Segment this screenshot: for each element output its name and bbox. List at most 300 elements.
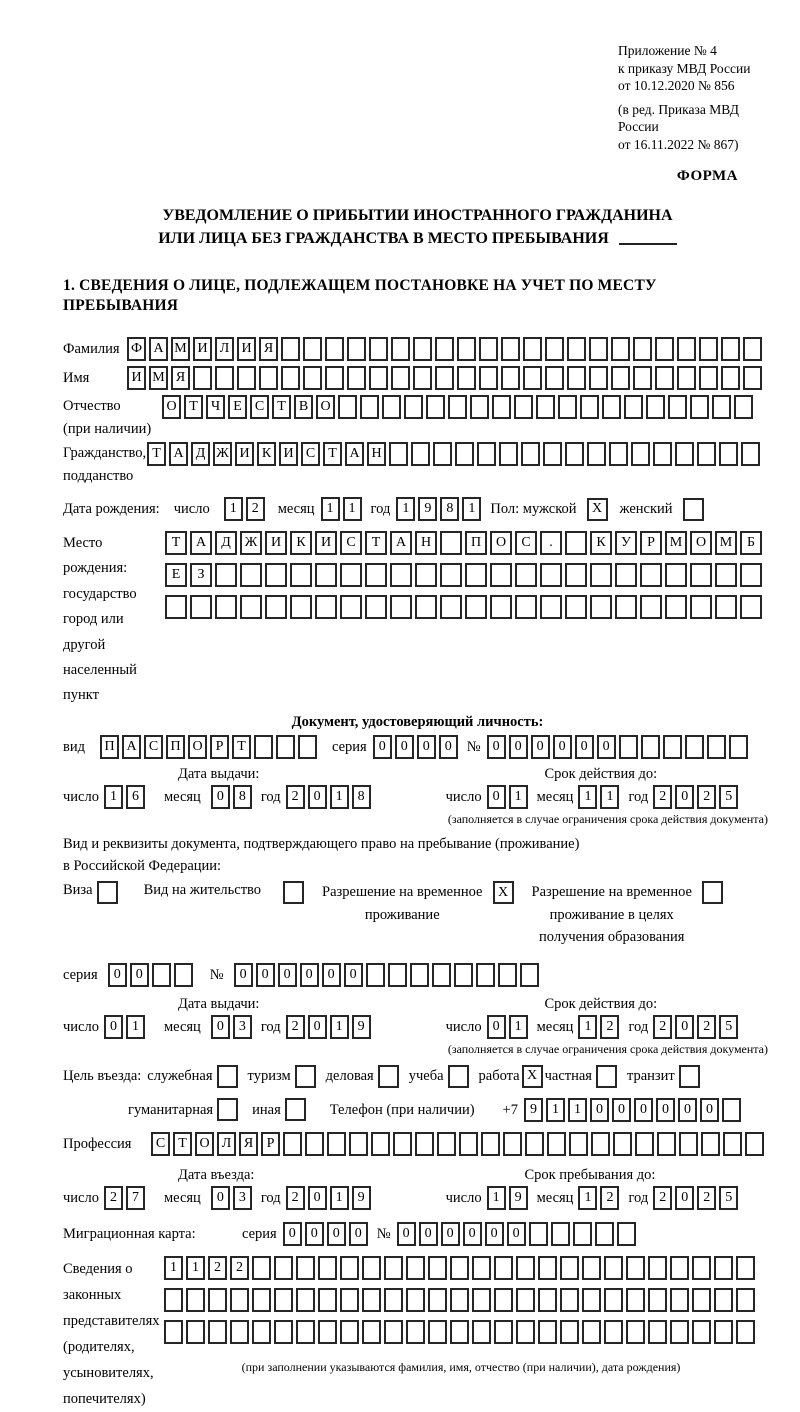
purpose-work-checkbox[interactable]: X bbox=[522, 1065, 543, 1088]
char-cell[interactable]: И bbox=[279, 442, 298, 466]
char-cell[interactable] bbox=[391, 366, 410, 390]
char-cell[interactable] bbox=[523, 366, 542, 390]
char-cell[interactable] bbox=[347, 337, 366, 361]
representatives-row3-input[interactable] bbox=[164, 1320, 758, 1344]
char-cell[interactable] bbox=[714, 1256, 733, 1280]
char-cell[interactable] bbox=[648, 1256, 667, 1280]
char-cell[interactable] bbox=[626, 1288, 645, 1312]
char-cell[interactable]: 0 bbox=[531, 735, 550, 759]
id-issue-day-input[interactable] bbox=[104, 785, 148, 809]
char-cell[interactable] bbox=[432, 963, 451, 987]
char-cell[interactable] bbox=[721, 337, 740, 361]
char-cell[interactable] bbox=[472, 1288, 491, 1312]
char-cell[interactable]: М bbox=[171, 337, 190, 361]
char-cell[interactable]: 1 bbox=[487, 1186, 506, 1210]
char-cell[interactable] bbox=[349, 1132, 368, 1156]
char-cell[interactable] bbox=[567, 337, 586, 361]
char-cell[interactable]: 0 bbox=[278, 963, 297, 987]
char-cell[interactable]: К bbox=[257, 442, 276, 466]
char-cell[interactable] bbox=[465, 563, 487, 587]
char-cell[interactable]: 1 bbox=[509, 1015, 528, 1039]
char-cell[interactable]: 0 bbox=[487, 1015, 506, 1039]
sex-male-checkbox[interactable]: X bbox=[587, 498, 608, 521]
char-cell[interactable] bbox=[457, 337, 476, 361]
char-cell[interactable]: 2 bbox=[653, 1015, 672, 1039]
purpose-study-checkbox[interactable] bbox=[448, 1065, 469, 1088]
stay-valid-day-input[interactable] bbox=[487, 1015, 531, 1039]
char-cell[interactable] bbox=[743, 337, 762, 361]
char-cell[interactable] bbox=[369, 366, 388, 390]
char-cell[interactable] bbox=[715, 563, 737, 587]
char-cell[interactable]: Т bbox=[184, 395, 203, 419]
char-cell[interactable] bbox=[714, 1320, 733, 1344]
char-cell[interactable]: 1 bbox=[224, 497, 243, 521]
char-cell[interactable]: Р bbox=[640, 531, 662, 555]
char-cell[interactable]: Л bbox=[215, 337, 234, 361]
char-cell[interactable] bbox=[296, 1288, 315, 1312]
char-cell[interactable] bbox=[633, 337, 652, 361]
char-cell[interactable]: 2 bbox=[653, 1186, 672, 1210]
char-cell[interactable]: 2 bbox=[104, 1186, 123, 1210]
char-cell[interactable] bbox=[274, 1320, 293, 1344]
char-cell[interactable] bbox=[428, 1256, 447, 1280]
char-cell[interactable]: 9 bbox=[509, 1186, 528, 1210]
char-cell[interactable]: 9 bbox=[352, 1015, 371, 1039]
char-cell[interactable] bbox=[604, 1320, 623, 1344]
char-cell[interactable] bbox=[590, 563, 612, 587]
char-cell[interactable]: 0 bbox=[308, 1186, 327, 1210]
char-cell[interactable] bbox=[580, 395, 599, 419]
char-cell[interactable] bbox=[459, 1132, 478, 1156]
purpose-tourism-checkbox[interactable] bbox=[295, 1065, 316, 1088]
char-cell[interactable] bbox=[382, 395, 401, 419]
char-cell[interactable]: И bbox=[237, 337, 256, 361]
char-cell[interactable] bbox=[303, 366, 322, 390]
char-cell[interactable] bbox=[450, 1320, 469, 1344]
char-cell[interactable]: Т bbox=[323, 442, 342, 466]
char-cell[interactable] bbox=[415, 595, 437, 619]
char-cell[interactable] bbox=[615, 563, 637, 587]
purpose-transit-checkbox[interactable] bbox=[679, 1065, 700, 1088]
char-cell[interactable] bbox=[454, 963, 473, 987]
char-cell[interactable]: 0 bbox=[305, 1222, 324, 1246]
char-cell[interactable]: 8 bbox=[352, 785, 371, 809]
char-cell[interactable]: Ч bbox=[206, 395, 225, 419]
char-cell[interactable] bbox=[494, 1256, 513, 1280]
char-cell[interactable] bbox=[714, 1288, 733, 1312]
char-cell[interactable] bbox=[472, 1256, 491, 1280]
temp-residence-edu-checkbox[interactable] bbox=[702, 881, 723, 904]
char-cell[interactable] bbox=[215, 563, 237, 587]
char-cell[interactable]: И bbox=[193, 337, 212, 361]
char-cell[interactable]: Т bbox=[147, 442, 166, 466]
phone-input[interactable] bbox=[524, 1098, 744, 1122]
char-cell[interactable] bbox=[648, 1288, 667, 1312]
entry-month-input[interactable] bbox=[211, 1186, 255, 1210]
char-cell[interactable] bbox=[501, 337, 520, 361]
char-cell[interactable] bbox=[433, 442, 452, 466]
char-cell[interactable] bbox=[690, 595, 712, 619]
char-cell[interactable] bbox=[633, 366, 652, 390]
char-cell[interactable]: И bbox=[315, 531, 337, 555]
char-cell[interactable] bbox=[152, 963, 171, 987]
stay-valid-month-input[interactable] bbox=[578, 1015, 622, 1039]
char-cell[interactable] bbox=[560, 1320, 579, 1344]
char-cell[interactable]: Т bbox=[165, 531, 187, 555]
char-cell[interactable]: М bbox=[149, 366, 168, 390]
char-cell[interactable]: А bbox=[345, 442, 364, 466]
char-cell[interactable]: С bbox=[144, 735, 163, 759]
char-cell[interactable] bbox=[411, 442, 430, 466]
char-cell[interactable] bbox=[290, 563, 312, 587]
entry-year-input[interactable] bbox=[286, 1186, 374, 1210]
char-cell[interactable]: 0 bbox=[308, 1015, 327, 1039]
char-cell[interactable]: 1 bbox=[343, 497, 362, 521]
char-cell[interactable]: З bbox=[190, 563, 212, 587]
char-cell[interactable] bbox=[525, 1132, 544, 1156]
char-cell[interactable] bbox=[498, 963, 517, 987]
char-cell[interactable] bbox=[712, 395, 731, 419]
migcard-series-input[interactable] bbox=[283, 1222, 371, 1246]
char-cell[interactable] bbox=[455, 442, 474, 466]
char-cell[interactable]: 1 bbox=[330, 785, 349, 809]
char-cell[interactable] bbox=[515, 563, 537, 587]
char-cell[interactable] bbox=[565, 442, 584, 466]
char-cell[interactable]: 1 bbox=[126, 1015, 145, 1039]
char-cell[interactable] bbox=[390, 595, 412, 619]
char-cell[interactable] bbox=[384, 1320, 403, 1344]
char-cell[interactable] bbox=[668, 395, 687, 419]
char-cell[interactable]: Ф bbox=[127, 337, 146, 361]
char-cell[interactable]: 1 bbox=[186, 1256, 205, 1280]
char-cell[interactable] bbox=[565, 531, 587, 555]
char-cell[interactable] bbox=[736, 1256, 755, 1280]
char-cell[interactable]: Т bbox=[232, 735, 251, 759]
char-cell[interactable] bbox=[653, 442, 672, 466]
char-cell[interactable] bbox=[582, 1288, 601, 1312]
char-cell[interactable] bbox=[410, 963, 429, 987]
char-cell[interactable] bbox=[516, 1256, 535, 1280]
char-cell[interactable] bbox=[736, 1288, 755, 1312]
char-cell[interactable]: 0 bbox=[441, 1222, 460, 1246]
char-cell[interactable] bbox=[679, 1132, 698, 1156]
char-cell[interactable]: Т bbox=[272, 395, 291, 419]
char-cell[interactable] bbox=[490, 595, 512, 619]
char-cell[interactable]: М bbox=[715, 531, 737, 555]
char-cell[interactable] bbox=[514, 395, 533, 419]
char-cell[interactable] bbox=[366, 963, 385, 987]
char-cell[interactable] bbox=[701, 1132, 720, 1156]
char-cell[interactable] bbox=[362, 1256, 381, 1280]
char-cell[interactable]: 2 bbox=[697, 1186, 716, 1210]
char-cell[interactable] bbox=[692, 1320, 711, 1344]
char-cell[interactable]: 0 bbox=[487, 735, 506, 759]
char-cell[interactable] bbox=[479, 366, 498, 390]
char-cell[interactable] bbox=[274, 1288, 293, 1312]
char-cell[interactable]: Р bbox=[210, 735, 229, 759]
char-cell[interactable]: Н bbox=[367, 442, 386, 466]
char-cell[interactable] bbox=[389, 442, 408, 466]
char-cell[interactable]: . bbox=[540, 531, 562, 555]
char-cell[interactable] bbox=[685, 735, 704, 759]
char-cell[interactable]: У bbox=[615, 531, 637, 555]
char-cell[interactable] bbox=[437, 1132, 456, 1156]
birth-place-row3-input[interactable] bbox=[165, 595, 765, 619]
char-cell[interactable] bbox=[635, 1132, 654, 1156]
char-cell[interactable]: 5 bbox=[719, 785, 738, 809]
char-cell[interactable] bbox=[360, 395, 379, 419]
char-cell[interactable] bbox=[240, 595, 262, 619]
char-cell[interactable]: 0 bbox=[308, 785, 327, 809]
char-cell[interactable] bbox=[677, 337, 696, 361]
char-cell[interactable] bbox=[734, 395, 753, 419]
char-cell[interactable] bbox=[604, 1288, 623, 1312]
birth-year-input[interactable] bbox=[396, 497, 484, 521]
char-cell[interactable] bbox=[736, 1320, 755, 1344]
char-cell[interactable] bbox=[174, 963, 193, 987]
char-cell[interactable] bbox=[715, 595, 737, 619]
char-cell[interactable] bbox=[665, 563, 687, 587]
char-cell[interactable] bbox=[624, 395, 643, 419]
char-cell[interactable]: 0 bbox=[507, 1222, 526, 1246]
char-cell[interactable] bbox=[723, 1132, 742, 1156]
char-cell[interactable] bbox=[626, 1256, 645, 1280]
char-cell[interactable] bbox=[315, 595, 337, 619]
char-cell[interactable]: 0 bbox=[509, 735, 528, 759]
char-cell[interactable]: 8 bbox=[440, 497, 459, 521]
char-cell[interactable]: П bbox=[166, 735, 185, 759]
char-cell[interactable] bbox=[237, 366, 256, 390]
profession-input[interactable] bbox=[151, 1132, 767, 1156]
visa-checkbox[interactable] bbox=[97, 881, 118, 904]
char-cell[interactable] bbox=[259, 366, 278, 390]
char-cell[interactable] bbox=[164, 1320, 183, 1344]
char-cell[interactable] bbox=[274, 1256, 293, 1280]
char-cell[interactable]: 0 bbox=[327, 1222, 346, 1246]
char-cell[interactable] bbox=[190, 595, 212, 619]
char-cell[interactable] bbox=[164, 1288, 183, 1312]
char-cell[interactable]: 0 bbox=[300, 963, 319, 987]
char-cell[interactable]: 0 bbox=[417, 735, 436, 759]
char-cell[interactable] bbox=[230, 1288, 249, 1312]
stay-until-year-input[interactable] bbox=[653, 1186, 741, 1210]
char-cell[interactable]: Т bbox=[365, 531, 387, 555]
char-cell[interactable]: 1 bbox=[321, 497, 340, 521]
char-cell[interactable] bbox=[569, 1132, 588, 1156]
char-cell[interactable]: 0 bbox=[104, 1015, 123, 1039]
stay-until-day-input[interactable] bbox=[487, 1186, 531, 1210]
char-cell[interactable]: 1 bbox=[578, 1015, 597, 1039]
char-cell[interactable] bbox=[670, 1320, 689, 1344]
char-cell[interactable] bbox=[590, 595, 612, 619]
char-cell[interactable]: 0 bbox=[283, 1222, 302, 1246]
char-cell[interactable] bbox=[560, 1288, 579, 1312]
char-cell[interactable] bbox=[613, 1132, 632, 1156]
char-cell[interactable]: С bbox=[340, 531, 362, 555]
char-cell[interactable]: А bbox=[149, 337, 168, 361]
char-cell[interactable] bbox=[503, 1132, 522, 1156]
char-cell[interactable] bbox=[721, 366, 740, 390]
char-cell[interactable]: 1 bbox=[578, 785, 597, 809]
char-cell[interactable] bbox=[729, 735, 748, 759]
char-cell[interactable] bbox=[582, 1256, 601, 1280]
id-doc-series-input[interactable] bbox=[373, 735, 461, 759]
char-cell[interactable] bbox=[699, 337, 718, 361]
char-cell[interactable] bbox=[699, 366, 718, 390]
birth-place-row1-input[interactable] bbox=[165, 531, 765, 555]
char-cell[interactable]: 0 bbox=[463, 1222, 482, 1246]
char-cell[interactable]: П bbox=[100, 735, 119, 759]
char-cell[interactable] bbox=[545, 366, 564, 390]
char-cell[interactable] bbox=[265, 595, 287, 619]
char-cell[interactable] bbox=[281, 366, 300, 390]
char-cell[interactable] bbox=[675, 442, 694, 466]
char-cell[interactable] bbox=[406, 1288, 425, 1312]
char-cell[interactable] bbox=[252, 1320, 271, 1344]
char-cell[interactable] bbox=[707, 735, 726, 759]
char-cell[interactable] bbox=[347, 366, 366, 390]
char-cell[interactable]: 0 bbox=[349, 1222, 368, 1246]
representatives-row1-input[interactable] bbox=[164, 1256, 758, 1280]
char-cell[interactable] bbox=[472, 1320, 491, 1344]
char-cell[interactable] bbox=[529, 1222, 548, 1246]
char-cell[interactable] bbox=[540, 595, 562, 619]
char-cell[interactable]: С bbox=[515, 531, 537, 555]
char-cell[interactable]: В bbox=[294, 395, 313, 419]
char-cell[interactable]: Р bbox=[261, 1132, 280, 1156]
char-cell[interactable]: Д bbox=[191, 442, 210, 466]
char-cell[interactable]: 0 bbox=[675, 1186, 694, 1210]
char-cell[interactable]: 0 bbox=[487, 785, 506, 809]
char-cell[interactable]: 2 bbox=[653, 785, 672, 809]
char-cell[interactable] bbox=[362, 1288, 381, 1312]
char-cell[interactable] bbox=[465, 595, 487, 619]
char-cell[interactable] bbox=[646, 395, 665, 419]
char-cell[interactable] bbox=[494, 1320, 513, 1344]
stay-doc-series-input[interactable] bbox=[108, 963, 196, 987]
char-cell[interactable]: 2 bbox=[246, 497, 265, 521]
char-cell[interactable]: 9 bbox=[418, 497, 437, 521]
char-cell[interactable] bbox=[619, 735, 638, 759]
stay-until-month-input[interactable] bbox=[578, 1186, 622, 1210]
char-cell[interactable]: 1 bbox=[330, 1015, 349, 1039]
id-issue-month-input[interactable] bbox=[211, 785, 255, 809]
char-cell[interactable] bbox=[604, 1256, 623, 1280]
surname-input[interactable] bbox=[127, 337, 765, 361]
char-cell[interactable] bbox=[602, 395, 621, 419]
char-cell[interactable]: 3 bbox=[233, 1015, 252, 1039]
char-cell[interactable]: 0 bbox=[597, 735, 616, 759]
char-cell[interactable]: Я bbox=[171, 366, 190, 390]
char-cell[interactable]: А bbox=[169, 442, 188, 466]
char-cell[interactable] bbox=[692, 1288, 711, 1312]
char-cell[interactable]: С bbox=[250, 395, 269, 419]
char-cell[interactable]: 9 bbox=[524, 1098, 543, 1122]
patronymic-input[interactable] bbox=[162, 395, 756, 419]
char-cell[interactable] bbox=[540, 563, 562, 587]
char-cell[interactable] bbox=[426, 395, 445, 419]
char-cell[interactable] bbox=[722, 1098, 741, 1122]
purpose-official-checkbox[interactable] bbox=[217, 1065, 238, 1088]
char-cell[interactable]: 1 bbox=[509, 785, 528, 809]
char-cell[interactable]: 6 bbox=[126, 785, 145, 809]
char-cell[interactable] bbox=[490, 563, 512, 587]
char-cell[interactable] bbox=[573, 1222, 592, 1246]
char-cell[interactable] bbox=[477, 442, 496, 466]
char-cell[interactable] bbox=[340, 1288, 359, 1312]
char-cell[interactable] bbox=[560, 1256, 579, 1280]
char-cell[interactable] bbox=[371, 1132, 390, 1156]
char-cell[interactable] bbox=[369, 337, 388, 361]
citizenship-input[interactable] bbox=[147, 442, 763, 466]
char-cell[interactable] bbox=[298, 735, 317, 759]
char-cell[interactable] bbox=[591, 1132, 610, 1156]
birth-month-input[interactable] bbox=[321, 497, 365, 521]
char-cell[interactable]: 1 bbox=[396, 497, 415, 521]
char-cell[interactable] bbox=[543, 442, 562, 466]
char-cell[interactable] bbox=[677, 366, 696, 390]
char-cell[interactable] bbox=[538, 1288, 557, 1312]
char-cell[interactable] bbox=[281, 337, 300, 361]
residence-permit-checkbox[interactable] bbox=[283, 881, 304, 904]
char-cell[interactable] bbox=[516, 1288, 535, 1312]
char-cell[interactable] bbox=[697, 442, 716, 466]
id-doc-kind-input[interactable] bbox=[100, 735, 320, 759]
char-cell[interactable] bbox=[741, 442, 760, 466]
birth-day-input[interactable] bbox=[224, 497, 268, 521]
char-cell[interactable] bbox=[283, 1132, 302, 1156]
char-cell[interactable] bbox=[252, 1256, 271, 1280]
char-cell[interactable] bbox=[208, 1320, 227, 1344]
char-cell[interactable] bbox=[611, 366, 630, 390]
char-cell[interactable] bbox=[690, 563, 712, 587]
char-cell[interactable] bbox=[428, 1320, 447, 1344]
char-cell[interactable] bbox=[494, 1288, 513, 1312]
char-cell[interactable]: К bbox=[290, 531, 312, 555]
char-cell[interactable] bbox=[365, 563, 387, 587]
char-cell[interactable]: 0 bbox=[675, 1015, 694, 1039]
char-cell[interactable]: 9 bbox=[352, 1186, 371, 1210]
char-cell[interactable]: 0 bbox=[634, 1098, 653, 1122]
char-cell[interactable]: 0 bbox=[419, 1222, 438, 1246]
char-cell[interactable]: 2 bbox=[230, 1256, 249, 1280]
char-cell[interactable] bbox=[303, 337, 322, 361]
char-cell[interactable] bbox=[631, 442, 650, 466]
char-cell[interactable] bbox=[435, 366, 454, 390]
stay-issue-month-input[interactable] bbox=[211, 1015, 255, 1039]
char-cell[interactable]: 0 bbox=[130, 963, 149, 987]
char-cell[interactable] bbox=[230, 1320, 249, 1344]
char-cell[interactable] bbox=[670, 1256, 689, 1280]
char-cell[interactable]: 0 bbox=[485, 1222, 504, 1246]
char-cell[interactable] bbox=[428, 1288, 447, 1312]
char-cell[interactable] bbox=[521, 442, 540, 466]
char-cell[interactable] bbox=[538, 1256, 557, 1280]
char-cell[interactable] bbox=[391, 337, 410, 361]
char-cell[interactable]: П bbox=[465, 531, 487, 555]
char-cell[interactable]: С bbox=[301, 442, 320, 466]
char-cell[interactable] bbox=[481, 1132, 500, 1156]
char-cell[interactable]: Е bbox=[165, 563, 187, 587]
stay-issue-day-input[interactable] bbox=[104, 1015, 148, 1039]
char-cell[interactable] bbox=[551, 1222, 570, 1246]
char-cell[interactable]: 0 bbox=[439, 735, 458, 759]
char-cell[interactable]: 1 bbox=[104, 785, 123, 809]
char-cell[interactable] bbox=[338, 395, 357, 419]
char-cell[interactable] bbox=[340, 1256, 359, 1280]
char-cell[interactable]: И bbox=[127, 366, 146, 390]
char-cell[interactable] bbox=[499, 442, 518, 466]
